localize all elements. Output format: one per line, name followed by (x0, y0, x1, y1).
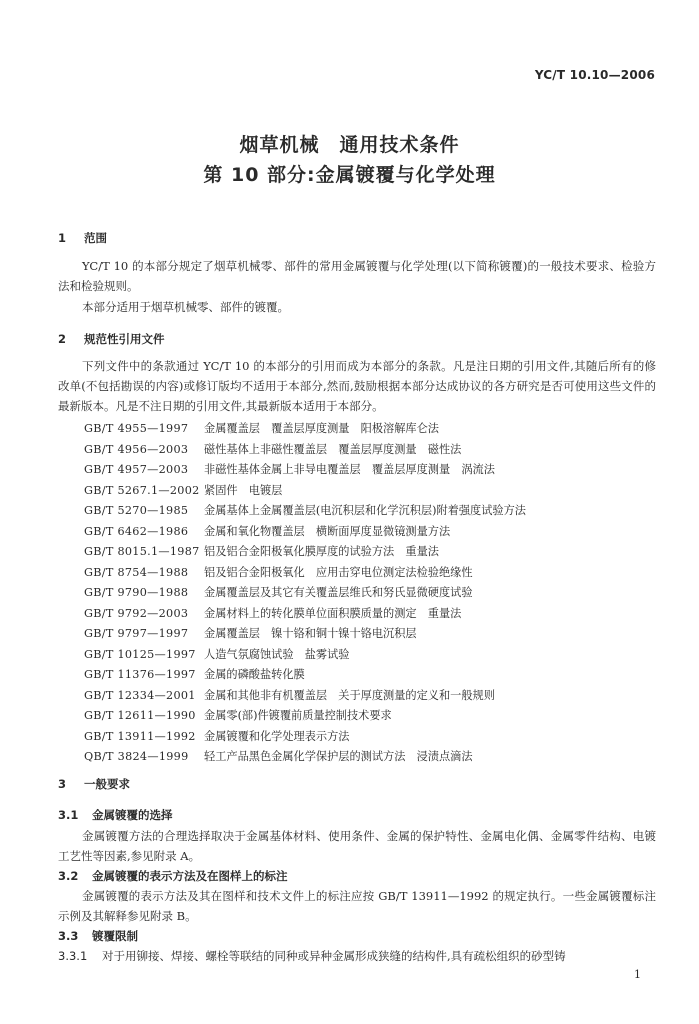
section-title: 镀覆限制 (92, 929, 138, 943)
reference-title: 金属镀覆和化学处理表示方法 (204, 729, 350, 743)
reference-item (84, 543, 654, 564)
section-1-paragraph-2: 本部分适用于烟草机械零、部件的镀覆。 (82, 300, 289, 314)
section-3-3-1-paragraph (58, 946, 656, 966)
normative-references-list (84, 420, 654, 769)
reference-item (84, 461, 654, 482)
section-2-paragraph: 下列文件中的条款通过 YC/T 10 的本部分的引用而成为本部分的条款。凡是注日期的引用文件,其随后所有的修改单(不包括勘误的内容)或修订版均不适用于本部分,然而,鼓励根据本部分达成协议的各方研究是否可使用这些文件的最新版本。凡是不注日期的引用文件,其最新版本适用于本部分。 (58, 359, 656, 413)
section-3-3-heading (58, 928, 138, 944)
reference-item (84, 564, 654, 585)
reference-item (84, 584, 654, 605)
reference-item (84, 420, 654, 441)
reference-title: 金属零(部)件镀覆前质量控制技术要求 (204, 709, 392, 722)
section-number: 3.3.1 (58, 949, 88, 963)
reference-item (84, 748, 654, 769)
section-number: 3.2 (58, 869, 79, 883)
reference-title: 金属材料上的转化膜单位面积膜质量的测定 重量法 (204, 606, 462, 620)
reference-item (84, 482, 654, 503)
reference-title: 铝及铝合金阳极氧化 应用击穿电位测定法检验绝缘性 (204, 565, 473, 579)
reference-code: GB/T 12334—2001 (84, 688, 196, 702)
reference-item (84, 441, 654, 462)
reference-item (84, 523, 654, 544)
reference-code: GB/T 9797—1997 (84, 627, 189, 640)
reference-title: 人造气氛腐蚀试验 盐雾试验 (204, 647, 350, 661)
reference-title: 金属覆盖层及其它有关覆盖层维氏和努氏显微硬度试验 (204, 586, 473, 599)
section-3-2-paragraph: 金属镀覆的表示方法及其在图样和技术文件上的标注应按 GB/T 13911—1992 的规定执行。一些金属镀覆标注示例及其解释参见附录 B。 (58, 889, 656, 923)
reference-title: 金属覆盖层 覆盖层厚度测量 阳极溶解库仑法 (204, 422, 439, 435)
section-title: 一般要求 (84, 777, 130, 791)
section-3-1-paragraph: 金属镀覆方法的合理选择取决于金属基体材料、使用条件、金属的保护特性、金属电化偶、金属零件结构、电镀工艺性等因素,参见附录 A。 (58, 829, 656, 863)
reference-title: 金属的磷酸盐转化膜 (204, 668, 305, 681)
section-title: 金属镀覆的选择 (92, 808, 173, 822)
section-number: 3.3 (58, 929, 79, 943)
reference-code: GB/T 4957—2003 (84, 463, 189, 476)
reference-code: GB/T 8015.1—1987 (84, 545, 200, 558)
reference-title: 非磁性基体金属上非导电覆盖层 覆盖层厚度测量 涡流法 (204, 463, 495, 476)
reference-code: GB/T 5270—1985 (84, 504, 189, 517)
reference-title: 紧固件 电镀层 (204, 483, 283, 497)
document-title: 烟草机械 通用技术条件 (239, 134, 460, 156)
reference-code: GB/T 5267.1—2002 (84, 483, 200, 497)
reference-title: 金属和氧化物覆盖层 横断面厚度显微镜测量方法 (204, 524, 451, 538)
section-3-2-heading (58, 868, 288, 884)
reference-item (84, 502, 654, 523)
reference-title: 金属覆盖层 镍十铬和铜十镍十铬电沉积层 (204, 627, 417, 640)
section-title: 规范性引用文件 (84, 332, 165, 346)
reference-title: 磁性基体上非磁性覆盖层 覆盖层厚度测量 磁性法 (204, 442, 462, 456)
section-number: 2 (58, 332, 67, 346)
paragraph-text: 对于用铆接、焊接、螺栓等联结的同种或异种金属形成狭缝的结构件,具有疏松组织的砂型铸 (102, 949, 566, 963)
section-number: 3.1 (58, 808, 79, 822)
reference-code: GB/T 4956—2003 (84, 442, 189, 456)
reference-item (84, 625, 654, 646)
reference-item (84, 687, 654, 708)
section-1-heading (58, 230, 107, 246)
reference-title: 轻工产品黑色金属化学保护层的测试方法 浸渍点滴法 (204, 750, 473, 763)
reference-item (84, 646, 654, 667)
reference-code: GB/T 6462—1986 (84, 524, 189, 538)
page-number: 1 (634, 968, 641, 981)
section-1-paragraph-1: YC/T 10 的本部分规定了烟草机械零、部件的常用金属镀覆与化学处理(以下简称镀覆)的一般技术要求、检验方法和检验规则。 (58, 259, 656, 293)
reference-title: 金属基体上金属覆盖层(电沉积层和化学沉积层)附着强度试验方法 (204, 504, 526, 517)
reference-code: GB/T 13911—1992 (84, 729, 196, 743)
section-3-1-heading (58, 807, 173, 823)
reference-code: GB/T 4955—1997 (84, 422, 189, 435)
section-2-heading (58, 331, 165, 347)
reference-code: GB/T 8754—1988 (84, 565, 189, 579)
reference-item (84, 666, 654, 687)
reference-title: 铝及铝合金阳极氧化膜厚度的试验方法 重量法 (204, 545, 439, 558)
section-number: 3 (58, 777, 67, 791)
reference-item (84, 728, 654, 749)
reference-code: GB/T 9790—1988 (84, 586, 189, 599)
section-number: 1 (58, 231, 67, 245)
section-title: 金属镀覆的表示方法及在图样上的标注 (92, 869, 288, 883)
reference-code: GB/T 10125—1997 (84, 647, 196, 661)
reference-item (84, 605, 654, 626)
reference-title: 金属和其他非有机覆盖层 关于厚度测量的定义和一般规则 (204, 688, 495, 702)
reference-item (84, 707, 654, 728)
reference-code: GB/T 9792—2003 (84, 606, 189, 620)
reference-code: GB/T 11376—1997 (84, 668, 196, 681)
reference-code: QB/T 3824—1999 (84, 750, 189, 763)
section-title: 范围 (84, 231, 107, 245)
standard-code: YC/T 10.10—2006 (534, 68, 655, 82)
reference-code: GB/T 12611—1990 (84, 709, 196, 722)
document-subtitle: 第 10 部分:金属镀覆与化学处理 (203, 164, 496, 186)
section-3-heading (58, 776, 130, 792)
